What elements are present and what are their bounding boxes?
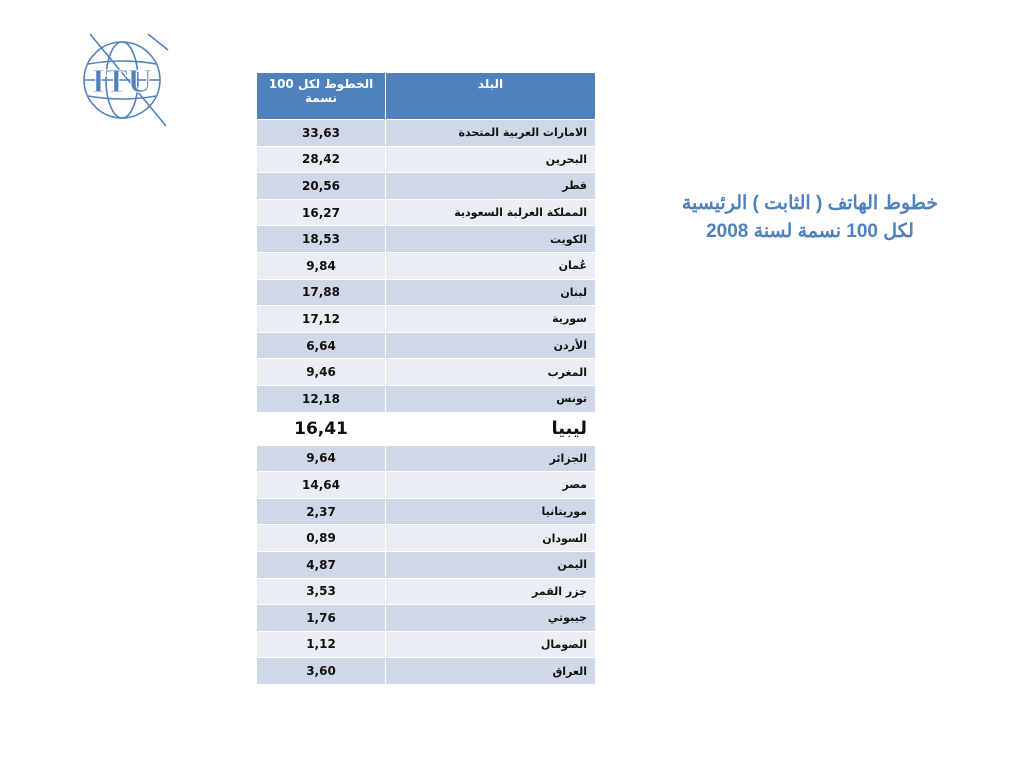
row-value: 0,89 [257,525,386,552]
row-country: العراق [386,658,596,685]
row-country: السودان [386,525,596,552]
row-value: 9,46 [257,359,386,386]
itu-logo [78,30,172,130]
row-country: جزر القمر [386,578,596,605]
row-value: 9,84 [257,252,386,279]
row-country: الصومال [386,631,596,658]
row-value: 3,53 [257,578,386,605]
slide-title-line-2: لكل 100 نسمة لسنة 2008 [706,221,914,242]
table-row [257,472,596,499]
row-country: الجزائر [386,445,596,472]
row-country: قطر [386,173,596,200]
table-row [257,306,596,333]
table-row [257,445,596,472]
row-country: البحرين [386,146,596,173]
table-header-row [257,73,596,120]
row-value: 3,60 [257,658,386,685]
row-country: الكويت [386,226,596,253]
table-row [257,551,596,578]
row-country: اليمن [386,551,596,578]
telephone-lines-table [256,72,596,685]
table-row [257,525,596,552]
table-row [257,605,596,632]
table-row [257,332,596,359]
row-value: 6,64 [257,332,386,359]
row-country: ليبيا [386,412,596,445]
row-country: الامارات العربية المتحدة [386,120,596,147]
table-row [257,578,596,605]
table-row [257,279,596,306]
table-row [257,120,596,147]
table-row [257,359,596,386]
row-value: 33,63 [257,120,386,147]
row-value: 9,64 [257,445,386,472]
slide-title-line-1: خطوط الهاتف ( الثابت ) الرئيسية [681,193,939,214]
row-value: 28,42 [257,146,386,173]
table-row [257,146,596,173]
row-country: جيبوتي [386,605,596,632]
table-row [257,252,596,279]
row-value: 18,53 [257,226,386,253]
table-row [257,226,596,253]
row-country: لبنان [386,279,596,306]
row-value: 1,76 [257,605,386,632]
table-row [257,631,596,658]
row-value: 1,12 [257,631,386,658]
table-row [257,412,596,445]
row-value: 2,37 [257,498,386,525]
header-country: البلد [386,73,596,120]
row-country: تونس [386,385,596,412]
slide-title [650,190,970,246]
row-value: 4,87 [257,551,386,578]
row-country: عُمان [386,252,596,279]
table-row [257,498,596,525]
table-row [257,199,596,226]
row-value: 16,41 [257,412,386,445]
row-value: 20,56 [257,173,386,200]
header-lines-per-100: الخطوط لكل 100 نسمة [257,73,386,120]
row-value: 14,64 [257,472,386,499]
row-country: سورية [386,306,596,333]
table-row [257,173,596,200]
row-country: الأردن [386,332,596,359]
row-country: مصر [386,472,596,499]
row-value: 17,88 [257,279,386,306]
row-country: المملكة العرلبة السعودية [386,199,596,226]
table-row [257,658,596,685]
row-value: 16,27 [257,199,386,226]
row-value: 12,18 [257,385,386,412]
itu-logo-text: ITU [91,63,153,100]
table-body [257,120,596,685]
row-country: المغرب [386,359,596,386]
table-row [257,385,596,412]
row-country: موريتانيا [386,498,596,525]
row-value: 17,12 [257,306,386,333]
